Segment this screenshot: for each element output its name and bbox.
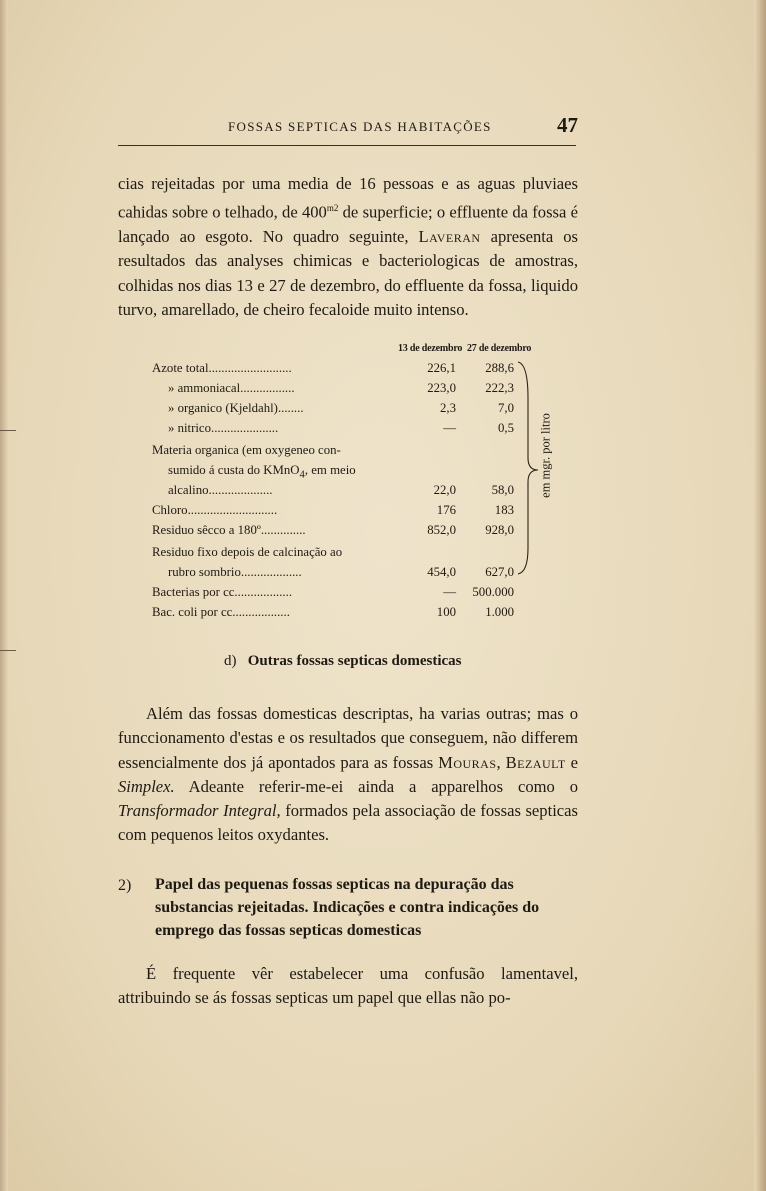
para2-text-1: Além das fossas domesticas descriptas, ha varias outras; mas o funccionamento d'estas e os resultados que conseguem, não differem essencialmente dos já apontados para as fossas [118, 704, 578, 772]
para2-text-4: Adeante referir-me-ei ainda a apparelhos como o [174, 776, 578, 796]
value-27-dec: 500.000 [472, 585, 514, 599]
table-row [152, 378, 514, 398]
value-27-dec: 7,0 [498, 401, 514, 415]
leader-dots: .............. [260, 523, 306, 537]
value-27-dec: 928,0 [485, 523, 514, 537]
margin-mark [0, 650, 16, 651]
value-27-dec: 183 [494, 503, 514, 517]
row-label: » nitrico [168, 421, 212, 435]
value-13-dec: 22,0 [433, 483, 456, 497]
row-label: rubro sombrio [168, 565, 241, 579]
row-label: Residuo fixo depois de calcinação ao [152, 545, 343, 559]
value-13-dec: 226,1 [427, 361, 456, 375]
margin-mark [0, 430, 16, 431]
analysis-table [152, 338, 612, 618]
value-13-dec: 852,0 [427, 523, 456, 537]
row-label: Bac. coli por cc. [152, 605, 236, 619]
value-13-dec: — [443, 421, 456, 435]
leader-dots: ................. [237, 585, 293, 599]
unit-label-text: em mgr. por litro [538, 413, 553, 498]
para2-text-3: e [565, 752, 578, 772]
paragraph-final: É frequente vêr estabelecer uma confusão lamentavel, attribuindo se ás fossas septicas um papel que ellas não po- [118, 964, 578, 1008]
value-13-dec: 454,0 [427, 565, 456, 579]
leader-dots: ..................... [211, 421, 279, 435]
formula-subscript: 4 [299, 469, 305, 481]
value-13-dec: 2,3 [440, 401, 456, 415]
row-label: alcalino [168, 483, 209, 497]
table-row [152, 460, 392, 480]
para1-text-3: apresenta os resultados das analyses chimicas e bacteriologicas de amostras, colhidas nos dias 13 e 27 de dezembro, do effluente da fossa, liquido turvo, amarellado, de cheiro fecaloide muito intenso. [118, 227, 579, 320]
row-label: » organico (Kjeldahl) [168, 401, 278, 415]
subsection-letter: d) [224, 653, 237, 669]
header-rule [118, 145, 576, 146]
leader-dots: ................. [235, 605, 290, 619]
para1-text-1: cias rejeitadas por uma media de 16 pessoas e as aguas pluviaes cahidas sobre o telhado, de 400 [118, 174, 578, 222]
unit-label [530, 408, 554, 508]
unit-superscript: m2 [326, 203, 339, 214]
column-header-13-dec: 13 de dezembro [398, 343, 463, 354]
row-label: sumido á custa do KMnO [168, 463, 300, 477]
table-row [152, 582, 514, 602]
table-row [152, 602, 514, 622]
name-bezault: Bezault [505, 752, 566, 772]
value-27-dec: 58,0 [491, 483, 514, 497]
running-title: FOSSAS SEPTICAS DAS HABITAÇÕES [228, 119, 492, 134]
para1-text-2: de superficie; o effluente da fossa é lançado ao esgoto. No quadro seguinte, [118, 202, 578, 247]
value-27-dec: 1.000 [485, 605, 514, 619]
section-title: Papel das pequenas fossas septicas na depuração das substancias rejeitadas. Indicações e contra indicações do emprego das fossas septicas domesticas [155, 876, 540, 939]
value-13-dec: 100 [436, 605, 456, 619]
value-13-dec: — [443, 585, 456, 599]
row-label: » ammoniacal [168, 381, 241, 395]
leader-dots: ................. [240, 381, 295, 395]
value-13-dec: 176 [436, 503, 456, 517]
value-27-dec: 288,6 [485, 361, 514, 375]
page-left-edge [0, 0, 8, 1191]
table-row [152, 520, 514, 540]
leader-dots: .................... [208, 483, 273, 497]
leader-dots: ................... [240, 565, 302, 579]
table-row [152, 480, 514, 500]
leader-dots: ............................ [187, 503, 278, 517]
paragraph-other-fossas [118, 702, 578, 848]
row-label: Residuo sêcco a 180º [152, 523, 261, 537]
row-label: Bacterias por cc. [152, 585, 238, 599]
subsection-title: Outras fossas septicas domesticas [247, 653, 462, 669]
running-header [118, 113, 578, 139]
page-number: 47 [557, 113, 578, 137]
subsection-heading [224, 653, 462, 670]
row-label: Azote total [152, 361, 209, 375]
table-row [152, 418, 514, 438]
term-simplex: Simplex. [118, 776, 175, 796]
author-name: Laveran [418, 227, 481, 247]
value-27-dec: 222,3 [485, 381, 514, 395]
value-27-dec: 0,5 [498, 421, 514, 435]
section-number: 2) [118, 877, 132, 894]
name-mouras: Mouras [438, 752, 497, 772]
table-row [152, 398, 514, 418]
para2-text-5: formados pela associação de fossas septicas com pequenos leitos oxydantes. [118, 801, 578, 845]
value-27-dec: 627,0 [485, 565, 514, 579]
value-13-dec: 223,0 [427, 381, 456, 395]
leader-dots: ........ [277, 401, 304, 415]
row-label: Materia organica (em oxygeneo con- [152, 443, 341, 457]
para2-text-2: , [496, 752, 506, 772]
table-row [152, 562, 514, 582]
term-transformador-integral: Transformador Integral, [118, 801, 281, 821]
row-label: Chloro [152, 503, 188, 517]
table-row [152, 500, 514, 520]
leader-dots: .......................... [208, 361, 292, 375]
page-right-edge [754, 0, 766, 1191]
row-label-tail: , em meio [304, 463, 356, 477]
paragraph-intro [118, 172, 578, 322]
table-row [152, 358, 514, 378]
table-row [152, 440, 392, 460]
column-header-27-dec: 27 de dezembro [467, 343, 532, 354]
table-row [152, 542, 392, 562]
